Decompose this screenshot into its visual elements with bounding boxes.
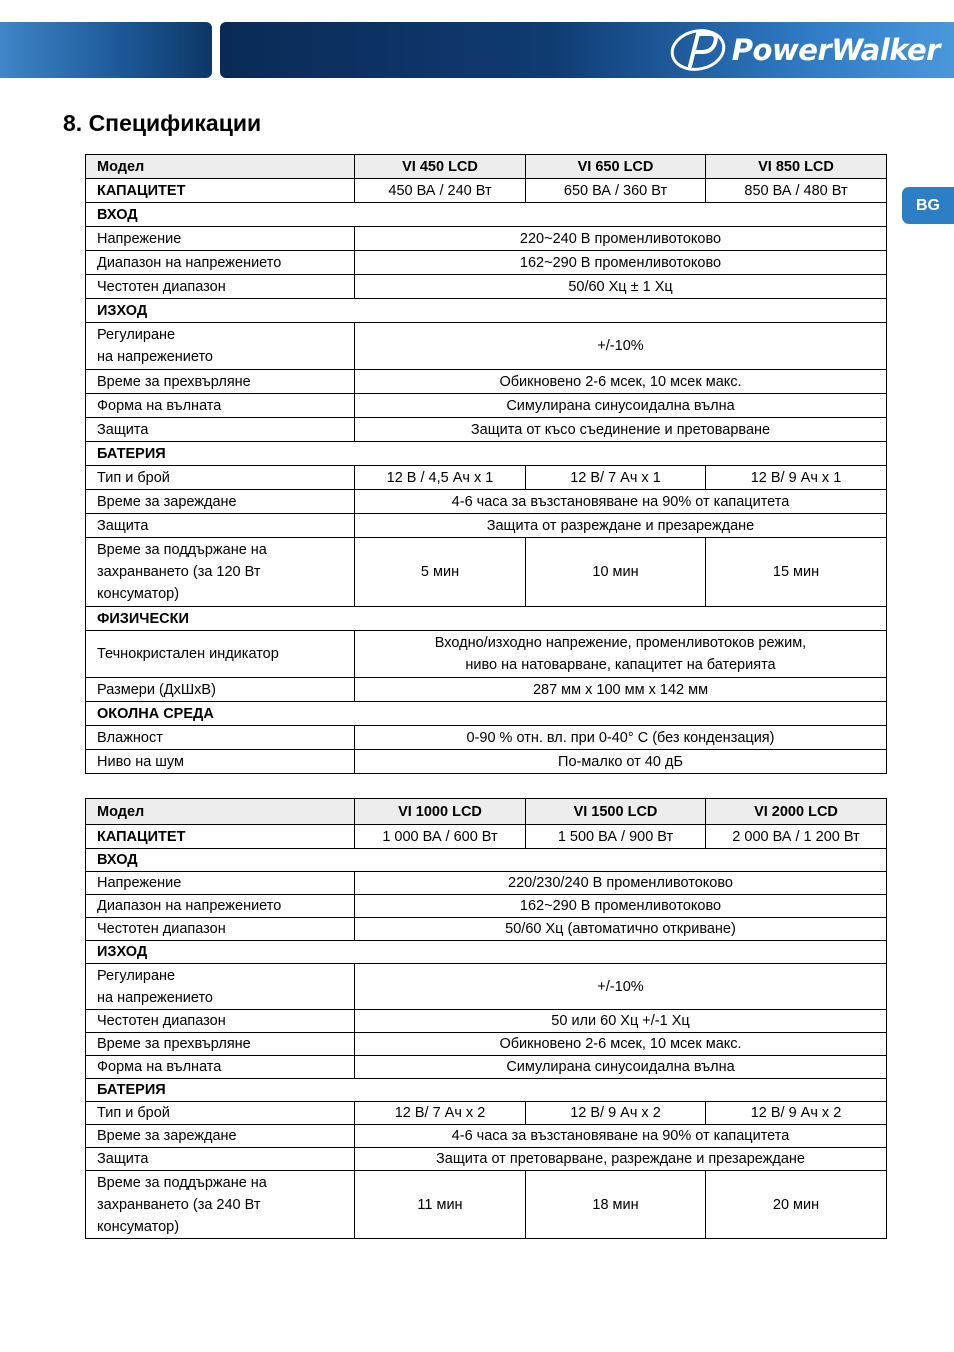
cell-value: 4-6 часа за възстановяване на 90% от капацитета <box>355 490 887 514</box>
cell-value: 11 мин <box>355 1171 526 1239</box>
cell-value: 1 500 ВА / 900 Вт <box>526 825 706 849</box>
table-row <box>86 418 887 442</box>
cell-value: 10 мин <box>526 538 706 607</box>
row-label: КАПАЦИТЕТ <box>86 825 355 849</box>
table-row <box>86 750 887 774</box>
table-row <box>86 825 887 849</box>
row-label-line: консуматор) <box>97 1218 180 1235</box>
spec-table-vi-450-850 <box>85 154 887 774</box>
row-label: Напрежение <box>86 227 355 251</box>
row-label: Защита <box>86 418 355 442</box>
page-title: 8. Спецификации <box>63 110 262 136</box>
table-row <box>86 631 887 678</box>
table-header-row <box>86 155 887 179</box>
cell-value: 12 В/ 9 Ач x 1 <box>706 466 887 490</box>
header-cell: VI 2000 LCD <box>706 799 887 825</box>
row-label: Форма на вълната <box>86 1056 355 1079</box>
table-row <box>86 514 887 538</box>
cell-value: 2 000 ВА / 1 200 Вт <box>706 825 887 849</box>
table-row <box>86 895 887 918</box>
table-row <box>86 538 887 607</box>
table-row <box>86 275 887 299</box>
section-label: БАТЕРИЯ <box>86 1079 887 1102</box>
cell-line: ниво на натоварване, капацитет на батерията <box>465 657 776 673</box>
row-label: Влажност <box>86 726 355 750</box>
row-label: Честотен диапазон <box>86 918 355 941</box>
header-cell: VI 450 LCD <box>355 155 526 179</box>
table-row <box>86 918 887 941</box>
table-row <box>86 1125 887 1148</box>
row-label: Време за прехвърляне <box>86 370 355 394</box>
row-label: Ниво на шум <box>86 750 355 774</box>
row-label <box>86 1171 355 1239</box>
brand-name: PowerWalker <box>731 33 940 67</box>
table-row <box>86 872 887 895</box>
table-row <box>86 1010 887 1033</box>
cell-value: 12 В/ 7 Ач x 2 <box>355 1102 526 1125</box>
row-label: Форма на вълната <box>86 394 355 418</box>
cell-value: Защита от претоварване, разреждане и презареждане <box>355 1148 887 1171</box>
row-label: Време за зареждане <box>86 490 355 514</box>
section-label: ИЗХОД <box>86 941 887 964</box>
section-row <box>86 607 887 631</box>
row-label: Защита <box>86 1148 355 1171</box>
table-row <box>86 726 887 750</box>
row-label-line: на напрежението <box>97 349 213 365</box>
section-label: ИЗХОД <box>86 299 887 323</box>
section-label: ФИЗИЧЕСКИ <box>86 607 887 631</box>
cell-value: 4-6 часа за възстановяване на 90% от капацитета <box>355 1125 887 1148</box>
cell-value: 50 или 60 Хц +/-1 Хц <box>355 1010 887 1033</box>
table-row <box>86 323 887 370</box>
row-label: КАПАЦИТЕТ <box>86 179 355 203</box>
row-label-line: Време за поддържане на <box>97 542 267 558</box>
row-label: Защита <box>86 514 355 538</box>
cell-value: 12 В/ 9 Ач x 2 <box>706 1102 887 1125</box>
cell-value: 162~290 В променливотоково <box>355 251 887 275</box>
table-row <box>86 227 887 251</box>
cell-value: 12 В/ 7 Ач x 1 <box>526 466 706 490</box>
row-label-line: Регулиране <box>97 967 176 984</box>
table-row <box>86 370 887 394</box>
cell-value: 5 мин <box>355 538 526 607</box>
row-label: Честотен диапазон <box>86 1010 355 1033</box>
cell-value: 1 000 ВА / 600 Вт <box>355 825 526 849</box>
table-row <box>86 964 887 1010</box>
table-row <box>86 394 887 418</box>
cell-value: 50/60 Хц (автоматично откриване) <box>355 918 887 941</box>
row-label-line: Време за поддържане на <box>97 1174 267 1191</box>
row-label <box>86 538 355 607</box>
cell-value: 450 ВА / 240 Вт <box>355 179 526 203</box>
row-label-line: Регулиране <box>97 327 176 343</box>
table-row <box>86 678 887 702</box>
cell-value: 850 ВА / 480 Вт <box>706 179 887 203</box>
row-label: Диапазон на напрежението <box>86 895 355 918</box>
row-label-line: консуматор) <box>97 586 180 602</box>
row-label: Тип и брой <box>86 466 355 490</box>
cell-value: Защита от разреждане и презареждане <box>355 514 887 538</box>
row-label: Време за прехвърляне <box>86 1033 355 1056</box>
row-label-line: захранването (за 120 Вт <box>97 564 261 580</box>
section-label: ОКОЛНА СРЕДА <box>86 702 887 726</box>
cell-value: 18 мин <box>526 1171 706 1239</box>
table-row <box>86 466 887 490</box>
table-row <box>86 1033 887 1056</box>
table-row <box>86 1102 887 1125</box>
row-label: Време за зареждане <box>86 1125 355 1148</box>
section-row <box>86 203 887 227</box>
cell-value: +/-10% <box>355 323 887 370</box>
header-right-bar <box>220 22 954 78</box>
cell-value: 0-90 % отн. вл. при 0-40° C (без кондензация) <box>355 726 887 750</box>
table-row <box>86 1171 887 1239</box>
table-row <box>86 490 887 514</box>
header-cell: VI 1500 LCD <box>526 799 706 825</box>
row-label <box>86 964 355 1010</box>
table-header-row <box>86 799 887 825</box>
row-label: Честотен диапазон <box>86 275 355 299</box>
header-cell: VI 850 LCD <box>706 155 887 179</box>
cell-value: Обикновено 2-6 мсек, 10 мсек макс. <box>355 370 887 394</box>
row-label <box>86 323 355 370</box>
page-header <box>0 22 954 78</box>
section-row <box>86 1079 887 1102</box>
row-label: Диапазон на напрежението <box>86 251 355 275</box>
header-cell: VI 650 LCD <box>526 155 706 179</box>
cell-value: Симулирана синусоидална вълна <box>355 1056 887 1079</box>
cell-value: 20 мин <box>706 1171 887 1239</box>
section-row <box>86 849 887 872</box>
row-label: Напрежение <box>86 872 355 895</box>
header-cell: VI 1000 LCD <box>355 799 526 825</box>
powerwalker-logo-icon <box>668 28 730 72</box>
table-row <box>86 1056 887 1079</box>
section-row <box>86 442 887 466</box>
header-left-bar <box>0 22 212 78</box>
cell-line: Входно/изходно напрежение, променливотоков режим, <box>434 635 807 651</box>
table-row <box>86 251 887 275</box>
section-row <box>86 702 887 726</box>
cell-value: 15 мин <box>706 538 887 607</box>
section-row <box>86 941 887 964</box>
header-cell: Модел <box>86 799 355 825</box>
cell-value: 12 В/ 9 Ач x 2 <box>526 1102 706 1125</box>
cell-value: 162~290 В променливотоково <box>355 895 887 918</box>
cell-value: Симулирана синусоидална вълна <box>355 394 887 418</box>
cell-value: 220~240 В променливотоково <box>355 227 887 251</box>
row-label-line: захранването (за 240 Вт <box>97 1196 261 1213</box>
cell-value: 50/60 Хц ± 1 Хц <box>355 275 887 299</box>
cell-value: Обикновено 2-6 мсек, 10 мсек макс. <box>355 1033 887 1056</box>
cell-value: 650 ВА / 360 Вт <box>526 179 706 203</box>
spec-table-vi-1000-2000 <box>85 798 887 1239</box>
cell-value <box>355 631 887 678</box>
section-label: БАТЕРИЯ <box>86 442 887 466</box>
row-label: Размери (ДхШхВ) <box>86 678 355 702</box>
header-cell: Модел <box>86 155 355 179</box>
cell-value: +/-10% <box>355 964 887 1010</box>
table-row <box>86 179 887 203</box>
row-label: Тип и брой <box>86 1102 355 1125</box>
section-label: ВХОД <box>86 203 887 227</box>
table-row <box>86 1148 887 1171</box>
brand-logo <box>668 26 940 74</box>
row-label-line: на напрежението <box>97 989 213 1006</box>
section-label: ВХОД <box>86 849 887 872</box>
cell-value: По-малко от 40 дБ <box>355 750 887 774</box>
row-label: Течнокристален индикатор <box>86 631 355 678</box>
language-tab-bg[interactable]: BG <box>902 187 954 224</box>
cell-value: 287 мм x 100 мм x 142 мм <box>355 678 887 702</box>
section-row <box>86 299 887 323</box>
cell-value: 12 В / 4,5 Ач x 1 <box>355 466 526 490</box>
cell-value: Защита от късо съединение и претоварване <box>355 418 887 442</box>
cell-value: 220/230/240 В променливотоково <box>355 872 887 895</box>
